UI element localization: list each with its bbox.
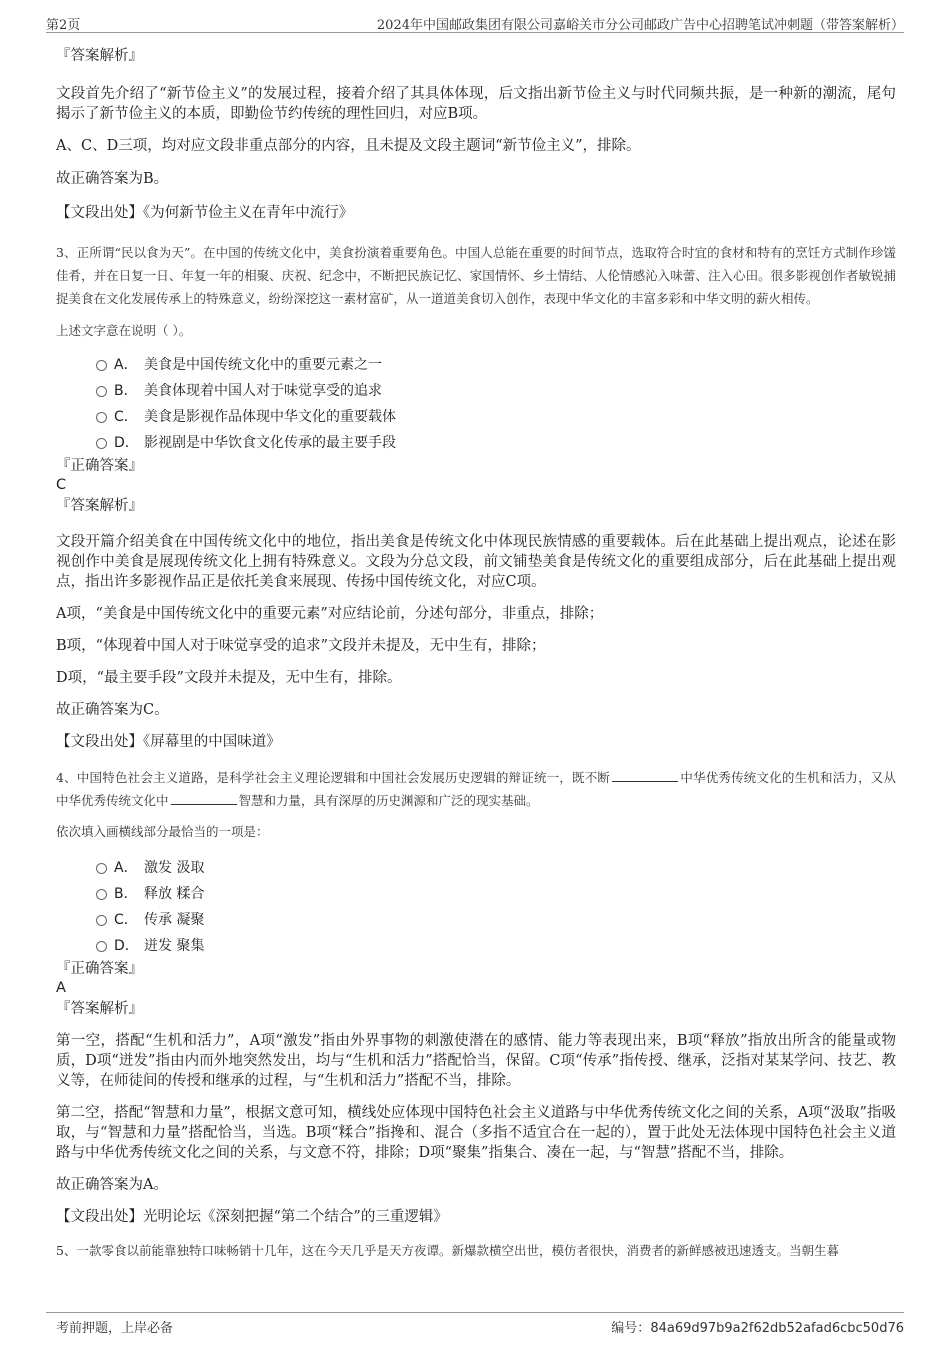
question-stem: 3、正所谓“民以食为天”。在中国的传统文化中，美食扮演着重要角色。中国人总能在重要的时间节点，选取符合时宜的食材和特有的烹饪方式制作珍馐佳肴，并在日复一日、年复一年的相聚、庆祝、纪念中，不断把民族记忆、家国情怀、乡土情结、人伦情感沁入味蕾、注入心田。很多影视创作者敏锐捕捉美食在文化发展传承上的特殊意义，纷纷深挖这一素材富矿，从一道道美食切入创作，表现中华文化的丰富多彩和中华文明的薪火相传。 (56, 245, 896, 306)
option-a[interactable]: A． 激发 汲取 (56, 855, 896, 881)
option-c[interactable]: C． 传承 凝聚 (56, 907, 896, 933)
analysis-paragraph: 文段开篇介绍美食在中国传统文化中的地位，指出美食是传统文化中体现民族情感的重要载体。后在此基础上提出观点，论述在影视创作中美食是展现传统文化上拥有特殊意义。文段为分总文段，前文铺垫美食是传统文化的重要组成部分，后在此基础上提出观点，指出许多影视作品正是依托美食来展现、传扬中国传统文化，对应C项。 (56, 534, 896, 590)
radio-icon[interactable] (96, 412, 107, 423)
option-c[interactable]: C． 美食是影视作品体现中华文化的重要载体 (56, 404, 896, 430)
source-citation: 【文段出处】《为何新节俭主义在青年中流行》 (56, 205, 354, 221)
radio-icon[interactable] (96, 889, 107, 900)
answer-conclusion: 故正确答案为A。 (56, 1177, 168, 1193)
page-content (56, 44, 896, 1262)
analysis-label: 『答案解析』 (56, 1001, 143, 1017)
option-a[interactable]: A． 美食是中国传统文化中的重要元素之一 (56, 352, 896, 378)
document-title: 2024年中国邮政集团有限公司嘉峪关市分公司邮政广告中心招聘笔试冲刺题（带答案解析） (376, 18, 904, 33)
page-footer (46, 1312, 904, 1336)
correct-answer: C (56, 477, 67, 493)
analysis-label: 『答案解析』 (56, 48, 143, 64)
correct-answer-label: 『正确答案』 (56, 961, 143, 977)
analysis-paragraph: B项，“体现着中国人对于味觉享受的追求”文段并未提及，无中生有，排除； (56, 638, 546, 654)
option-d[interactable]: D． 影视剧是中华饮食文化传承的最主要手段 (56, 430, 896, 456)
analysis-paragraph: D项，“最主要手段”文段并未提及，无中生有，排除。 (56, 670, 402, 686)
option-list (56, 855, 896, 959)
document-code: 编号：84a69d97b9a2f62db52afad6cbc50d76 (611, 1321, 904, 1336)
source-citation: 【文段出处】《屏幕里的中国味道》 (56, 734, 281, 750)
option-b[interactable]: B． 美食体现着中国人对于味觉享受的追求 (56, 378, 896, 404)
answer-conclusion: 故正确答案为B。 (56, 171, 169, 187)
footer-slogan: 考前押题，上岸必备 (56, 1321, 174, 1336)
radio-icon[interactable] (96, 360, 107, 371)
question-stem: 5、一款零食以前能靠独特口味畅销十几年，这在今天几乎是天方夜谭。新爆款横空出世，模仿者很快，消费者的新鲜感被迅速透支。当朝生暮 (56, 1243, 839, 1258)
radio-icon[interactable] (96, 863, 107, 874)
correct-answer-label: 『正确答案』 (56, 458, 143, 474)
analysis-label: 『答案解析』 (56, 498, 143, 514)
analysis-paragraph: A项，“美食是中国传统文化中的重要元素”对应结论前，分述句部分，非重点，排除； (56, 606, 604, 622)
fill-blank (612, 769, 678, 782)
correct-answer: A (56, 980, 66, 996)
fill-blank (171, 792, 237, 805)
question-prompt: 上述文字意在说明（ ）。 (56, 323, 192, 338)
question-stem: 4、中国特色社会主义道路，是科学社会主义理论逻辑和中国社会发展历史逻辑的辩证统一，既不断 中华优秀传统文化的生机和活力，又从中华优秀传统文化中 智慧和力量，具有深厚的历史渊源和广泛的现实基础。 (56, 770, 896, 808)
analysis-paragraph: 第二空，搭配“智慧和力量”，根据文意可知，横线处应体现中国特色社会主义道路与中华优秀传统文化之间的关系，A项“汲取”指吸取，与“智慧和力量”搭配恰当，当选。B项“糅合”指搀和、混合（多指不适宜合在一起的），置于此处无法体现中国特色社会主义道路与中华优秀传统文化之间的关系，与文意不符，排除；D项“聚集”指集合、凑在一起，与“智慧”搭配不当，排除。 (56, 1105, 896, 1161)
source-citation: 【文段出处】光明论坛《深刻把握“第二个结合”的三重逻辑》 (56, 1209, 448, 1225)
option-d[interactable]: D． 迸发 聚集 (56, 933, 896, 959)
question-prompt: 依次填入画横线部分最恰当的一项是： (56, 824, 269, 839)
radio-icon[interactable] (96, 438, 107, 449)
radio-icon[interactable] (96, 941, 107, 952)
radio-icon[interactable] (96, 386, 107, 397)
answer-conclusion: 故正确答案为C。 (56, 702, 169, 718)
page-number: 第2页 (46, 18, 81, 33)
page-header (46, 14, 904, 33)
analysis-paragraph: A、C、D三项，均对应文段非重点部分的内容，且未提及文段主题词“新节俭主义”，排除。 (56, 138, 641, 154)
analysis-paragraph: 第一空，搭配“生机和活力”，A项“激发”指由外界事物的刺激使潜在的感情、能力等表现出来，B项“释放”指放出所含的能量或物质，D项“迸发”指由内而外地突然发出，均与“生机和活力”搭配恰当，保留。C项“传承”指传授、继承，泛指对某某学问、技艺、教义等，在师徒间的传授和继承的过程，与“生机和活力”搭配不当，排除。 (56, 1033, 896, 1089)
option-list (56, 352, 896, 456)
option-b[interactable]: B． 释放 糅合 (56, 881, 896, 907)
radio-icon[interactable] (96, 915, 107, 926)
analysis-paragraph: 文段首先介绍了“新节俭主义”的发展过程，接着介绍了其具体体现，后文指出新节俭主义与时代同频共振，是一种新的潮流，尾句揭示了新节俭主义的本质，即勤俭节约传统的理性回归，对应B项。 (56, 86, 896, 122)
